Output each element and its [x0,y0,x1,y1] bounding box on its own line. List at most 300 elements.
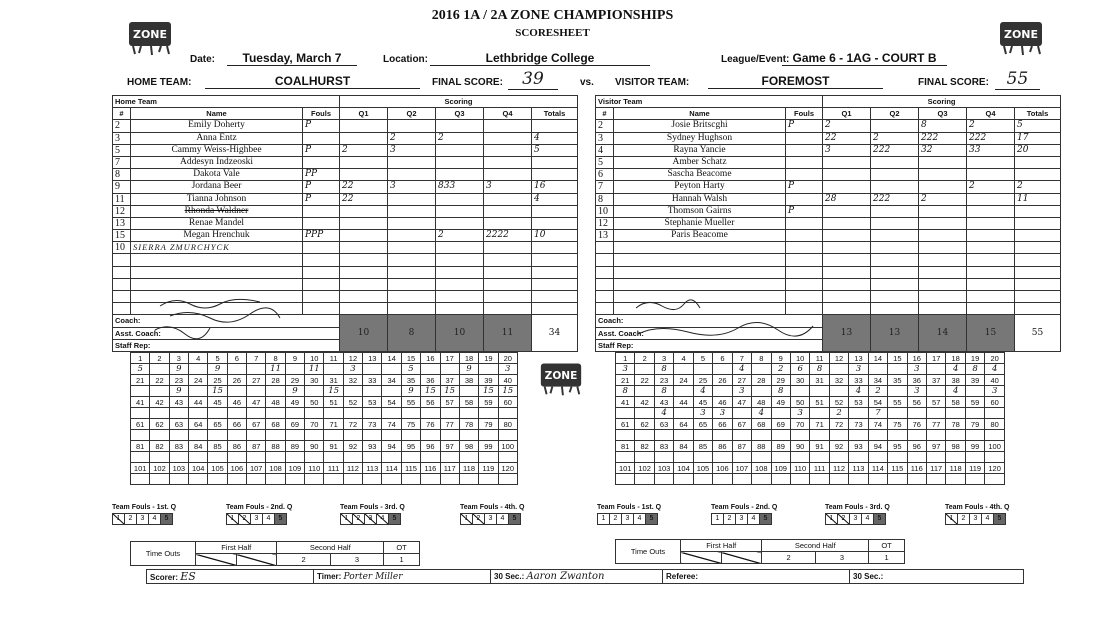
team-foul-box[interactable]: 5 [160,513,173,525]
player-number: 8 [113,169,131,181]
player-q3 [436,217,484,229]
team-foul-box[interactable]: 5 [274,513,287,525]
player-total [1015,254,1061,266]
player-number: 13 [596,230,614,242]
running-score-number: 93 [849,441,868,452]
running-score-number: 16 [907,353,926,364]
running-score-mark: 3 [985,386,1005,397]
player-q4 [967,303,1015,315]
running-score-mark: 15 [324,386,343,397]
running-score-number: 115 [888,463,907,474]
player-number [113,278,131,290]
running-score-number: 4 [189,353,208,364]
team-foul-box[interactable]: 5 [388,513,401,525]
running-score-mark [343,452,362,463]
running-score-mark [150,408,169,419]
player-q1 [340,230,388,242]
player-total: 17 [1015,132,1061,144]
player-number [113,254,131,266]
player-q3 [436,291,484,303]
team-foul-box[interactable]: 1 [597,513,610,525]
column-header-name: Name [131,108,303,120]
running-score-mark: 11 [266,364,285,375]
running-score-mark [965,452,984,463]
running-score-mark [771,430,790,441]
team-foul-box[interactable]: 1 [112,513,125,525]
running-score-mark [907,408,926,419]
running-score-number: 86 [713,441,732,452]
home-team-fouls-q1 [112,504,176,525]
team-foul-box[interactable]: 2 [609,513,622,525]
player-total [532,217,578,229]
running-score-number: 2 [635,353,654,364]
team-foul-box[interactable]: 3 [849,513,862,525]
running-score-mark: 9 [285,386,304,397]
running-score-number: 99 [479,441,498,452]
running-score-number: 87 [247,441,266,452]
player-q4 [484,120,532,132]
running-score-number: 5 [208,353,227,364]
running-score-mark: 3 [907,386,926,397]
running-score-mark [247,364,266,375]
column-header-q1: Q1 [340,108,388,120]
quarter-total: 11 [484,315,532,352]
running-score-mark [324,452,343,463]
team-foul-box[interactable]: 5 [508,513,521,525]
player-q4: 2 [967,181,1015,193]
running-score-number: 34 [868,375,887,386]
running-score-mark [421,430,440,441]
player-q4: 3 [484,181,532,193]
team-foul-box[interactable]: 4 [861,513,874,525]
running-score-mark [285,474,304,485]
team-fouls-label: Team Fouls - 4th. Q [460,504,525,511]
running-score-mark [635,430,654,441]
running-score-number: 30 [305,375,324,386]
running-score-number: 50 [305,397,324,408]
player-q3 [919,156,967,168]
player-row [113,230,578,242]
running-score-mark [752,452,771,463]
team-foul-box[interactable]: 2 [723,513,736,525]
team-foul-box[interactable]: 4 [148,513,161,525]
running-score-mark [169,474,188,485]
running-score-number: 63 [654,419,673,430]
running-score-number: 48 [266,397,285,408]
running-score-number: 69 [285,419,304,430]
player-fouls [786,242,823,254]
team-foul-box[interactable]: 3 [735,513,748,525]
player-q3 [919,242,967,254]
player-q1 [340,266,388,278]
running-score-mark [752,430,771,441]
running-score-number: 66 [713,419,732,430]
running-score-mark [479,474,498,485]
running-score-mark [732,430,751,441]
team-foul-box[interactable]: 5 [645,513,658,525]
running-score-mark [985,452,1005,463]
player-q1 [340,217,388,229]
player-q4 [484,266,532,278]
team-foul-box[interactable]: 3 [484,513,497,525]
player-number [113,303,131,315]
running-score-number: 112 [343,463,362,474]
running-score-number: 29 [771,375,790,386]
player-total [532,169,578,181]
running-score-number: 97 [927,441,946,452]
player-fouls [786,169,823,181]
running-score-mark [189,364,208,375]
running-score-number: 72 [829,419,848,430]
running-score-number: 35 [401,375,420,386]
running-score-mark [131,474,150,485]
team-foul-box[interactable]: 1 [711,513,724,525]
running-score-number: 62 [150,419,169,430]
running-score-number: 78 [459,419,478,430]
running-score-mark: 3 [693,408,712,419]
running-score-number: 61 [616,419,635,430]
running-score-mark [810,386,829,397]
running-score-number: 119 [965,463,984,474]
running-score-number: 42 [150,397,169,408]
player-fouls [303,266,340,278]
player-number: 8 [596,193,614,205]
running-score-number: 22 [635,375,654,386]
running-score-number: 3 [169,353,188,364]
player-q2 [871,266,919,278]
player-number: 5 [596,156,614,168]
player-q3 [919,303,967,315]
player-row [596,217,1061,229]
running-score-mark [227,430,246,441]
player-number [113,266,131,278]
team-foul-box[interactable]: 3 [621,513,634,525]
running-score-number: 111 [324,463,343,474]
running-score-mark [227,386,246,397]
running-score-number: 15 [401,353,420,364]
running-score-number: 73 [363,419,382,430]
player-total [1015,266,1061,278]
player-q1 [340,242,388,254]
team-foul-box[interactable]: 3 [969,513,982,525]
running-score-number: 119 [479,463,498,474]
running-score-mark [150,386,169,397]
player-name: Paris Beacome [614,230,786,242]
running-score-number: 60 [498,397,517,408]
team-foul-box[interactable]: 3 [364,513,377,525]
team-foul-box[interactable]: 4 [376,513,389,525]
player-fouls [786,278,823,290]
running-score-mark: 8 [810,364,829,375]
team-foul-box[interactable]: 5 [873,513,886,525]
player-row [596,181,1061,193]
tournament-logo-left [125,16,175,56]
player-q1 [823,156,871,168]
running-score-mark [266,386,285,397]
running-score-number: 53 [363,397,382,408]
running-score-mark [635,386,654,397]
home-team-value: COALHURST [205,74,420,89]
running-score-mark [693,474,712,485]
player-name: Peyton Harty [614,181,786,193]
running-score-number: 6 [713,353,732,364]
player-row [596,193,1061,205]
team-foul-box[interactable]: 2 [352,513,365,525]
player-total [1015,169,1061,181]
running-score-mark [440,430,459,441]
running-score-mark [713,386,732,397]
running-score-number: 114 [868,463,887,474]
team-foul-box[interactable]: 2 [124,513,137,525]
quarter-total: 13 [871,315,919,352]
running-score-number: 75 [888,419,907,430]
timeouts-label: Time Outs [616,540,681,564]
timeout-cell: 3 [330,554,383,566]
column-header-name: Name [614,108,786,120]
running-score-number: 66 [227,419,246,430]
running-score-mark [401,474,420,485]
running-score-mark [752,474,771,485]
running-score-number: 64 [189,419,208,430]
player-q2 [388,120,436,132]
location-label: Location: [383,54,428,65]
visitor-staff-label: Staff Rep: [596,339,823,351]
player-total [532,278,578,290]
player-q3: 8 [919,120,967,132]
player-q2 [871,303,919,315]
running-score-number: 102 [635,463,654,474]
running-score-number: 116 [907,463,926,474]
player-q2 [871,156,919,168]
running-score-number: 1 [131,353,150,364]
running-score-number: 89 [771,441,790,452]
running-score-mark [965,408,984,419]
running-score-number: 110 [305,463,324,474]
running-score-mark: 4 [693,386,712,397]
player-row [596,278,1061,290]
player-total [532,120,578,132]
running-score-mark: 9 [208,364,227,375]
running-score-number: 52 [829,397,848,408]
running-score-mark: 9 [169,386,188,397]
location-value: Lethbridge College [430,51,650,66]
running-score-mark [907,474,926,485]
player-q4 [484,156,532,168]
running-score-number: 117 [927,463,946,474]
quarter-total: 8 [388,315,436,352]
sec30b-label: 30 Sec.: [850,570,1024,584]
player-q2 [871,181,919,193]
running-score-number: 59 [479,397,498,408]
timer-value: Porter Miller [343,571,403,582]
team-foul-box[interactable]: 4 [633,513,646,525]
player-q3 [436,156,484,168]
running-score-number: 63 [169,419,188,430]
running-score-mark [285,364,304,375]
team-foul-box[interactable]: 3 [136,513,149,525]
date-value: Tuesday, March 7 [227,51,357,66]
player-total: 4 [532,193,578,205]
running-score-mark [131,408,150,419]
running-score-mark [693,452,712,463]
team-foul-box[interactable]: 5 [759,513,772,525]
running-score-mark: 3 [849,364,868,375]
running-score-number: 87 [732,441,751,452]
player-total [1015,230,1061,242]
running-score-mark [208,474,227,485]
running-score-mark [674,452,693,463]
player-q2 [871,242,919,254]
running-score-mark: 7 [868,408,887,419]
running-score-number: 108 [752,463,771,474]
svg-text:ZONE: ZONE [544,369,578,382]
running-score-number: 58 [459,397,478,408]
running-score-number: 10 [790,353,809,364]
running-score-mark [927,408,946,419]
running-score-number: 51 [324,397,343,408]
running-score-mark [208,408,227,419]
player-name: Renae Mandel [131,217,303,229]
player-total: 4 [532,132,578,144]
column-header-q2: Q2 [388,108,436,120]
running-score-number: 65 [693,419,712,430]
player-number: 10 [113,242,131,254]
player-q1 [340,132,388,144]
team-foul-box[interactable]: 3 [250,513,263,525]
running-score-number: 47 [247,397,266,408]
running-score-mark [266,474,285,485]
running-score-number: 47 [732,397,751,408]
player-q1 [823,169,871,181]
running-score-mark [324,474,343,485]
running-score-number: 76 [907,419,926,430]
running-score-number: 92 [343,441,362,452]
player-q1: 3 [823,144,871,156]
player-q4 [967,230,1015,242]
running-score-number: 12 [343,353,362,364]
running-score-mark [790,452,809,463]
running-score-mark [790,430,809,441]
player-q4 [484,291,532,303]
home-timeouts [130,541,420,566]
team-foul-box[interactable]: 1 [460,513,473,525]
running-score-mark [459,386,478,397]
player-name: Cammy Weiss-Highbee [131,144,303,156]
team-foul-box[interactable]: 4 [496,513,509,525]
team-foul-box[interactable]: 2 [472,513,485,525]
sec30-value: Aaron Zwanton [526,571,605,582]
running-score-number: 68 [266,419,285,430]
running-score-mark [305,430,324,441]
team-foul-box[interactable]: 4 [262,513,275,525]
player-q4 [967,193,1015,205]
player-fouls: P [303,120,340,132]
player-name: Anna Entz [131,132,303,144]
running-score-number: 91 [324,441,343,452]
running-score-number: 34 [382,375,401,386]
player-fouls [786,132,823,144]
team-foul-box[interactable]: 1 [825,513,838,525]
running-score-mark [635,364,654,375]
running-score-mark [150,452,169,463]
running-score-number: 78 [946,419,965,430]
running-score-number: 110 [790,463,809,474]
player-number [596,303,614,315]
player-q3 [919,254,967,266]
running-score-number: 36 [421,375,440,386]
running-score-mark [732,452,751,463]
player-row [596,230,1061,242]
team-foul-box[interactable]: 2 [238,513,251,525]
visitor-grand-total: 55 [1015,315,1061,352]
team-foul-box[interactable]: 1 [340,513,353,525]
player-q2: 3 [388,144,436,156]
team-foul-box[interactable]: 2 [957,513,970,525]
player-q1 [340,120,388,132]
running-score-mark [459,430,478,441]
running-score-mark [169,452,188,463]
visitor-team-value: FOREMOST [708,74,883,89]
running-score-number: 55 [888,397,907,408]
player-q3 [436,144,484,156]
running-score-number: 31 [324,375,343,386]
visitor-team-fouls-q1 [597,504,661,525]
running-score-number: 45 [208,397,227,408]
running-score-number: 8 [266,353,285,364]
running-score-mark: 15 [498,386,517,397]
running-score-mark [829,452,848,463]
running-score-mark [771,474,790,485]
player-q1 [823,278,871,290]
player-q4 [967,254,1015,266]
running-score-mark [713,430,732,441]
team-foul-box[interactable]: 4 [981,513,994,525]
running-score-number: 58 [946,397,965,408]
team-foul-box[interactable]: 1 [945,513,958,525]
player-row [113,278,578,290]
team-foul-box[interactable]: 2 [837,513,850,525]
running-score-mark [266,430,285,441]
running-score-number: 51 [810,397,829,408]
running-score-mark [965,430,984,441]
running-score-mark: 3 [713,408,732,419]
player-name: Stephanie Mueller [614,217,786,229]
sheet-subtitle: SCORESHEET [515,27,590,39]
running-score-mark [732,408,751,419]
running-score-number: 7 [732,353,751,364]
player-row [113,120,578,132]
running-score-number: 25 [208,375,227,386]
running-score-mark [401,452,420,463]
running-score-mark [131,452,150,463]
running-score-mark [498,430,517,441]
running-score-mark [829,364,848,375]
player-q2: 222 [871,144,919,156]
player-q4 [484,278,532,290]
running-score-mark: 2 [771,364,790,375]
timeout-cell: 1 [869,552,905,564]
running-score-number: 40 [498,375,517,386]
running-score-number: 94 [868,441,887,452]
column-header-q1: Q1 [823,108,871,120]
running-score-mark [266,408,285,419]
team-foul-box[interactable]: 5 [993,513,1006,525]
team-foul-box[interactable]: 1 [226,513,239,525]
running-score-number: 54 [868,397,887,408]
player-q1 [823,230,871,242]
running-score-number: 2 [150,353,169,364]
team-foul-box[interactable]: 4 [747,513,760,525]
